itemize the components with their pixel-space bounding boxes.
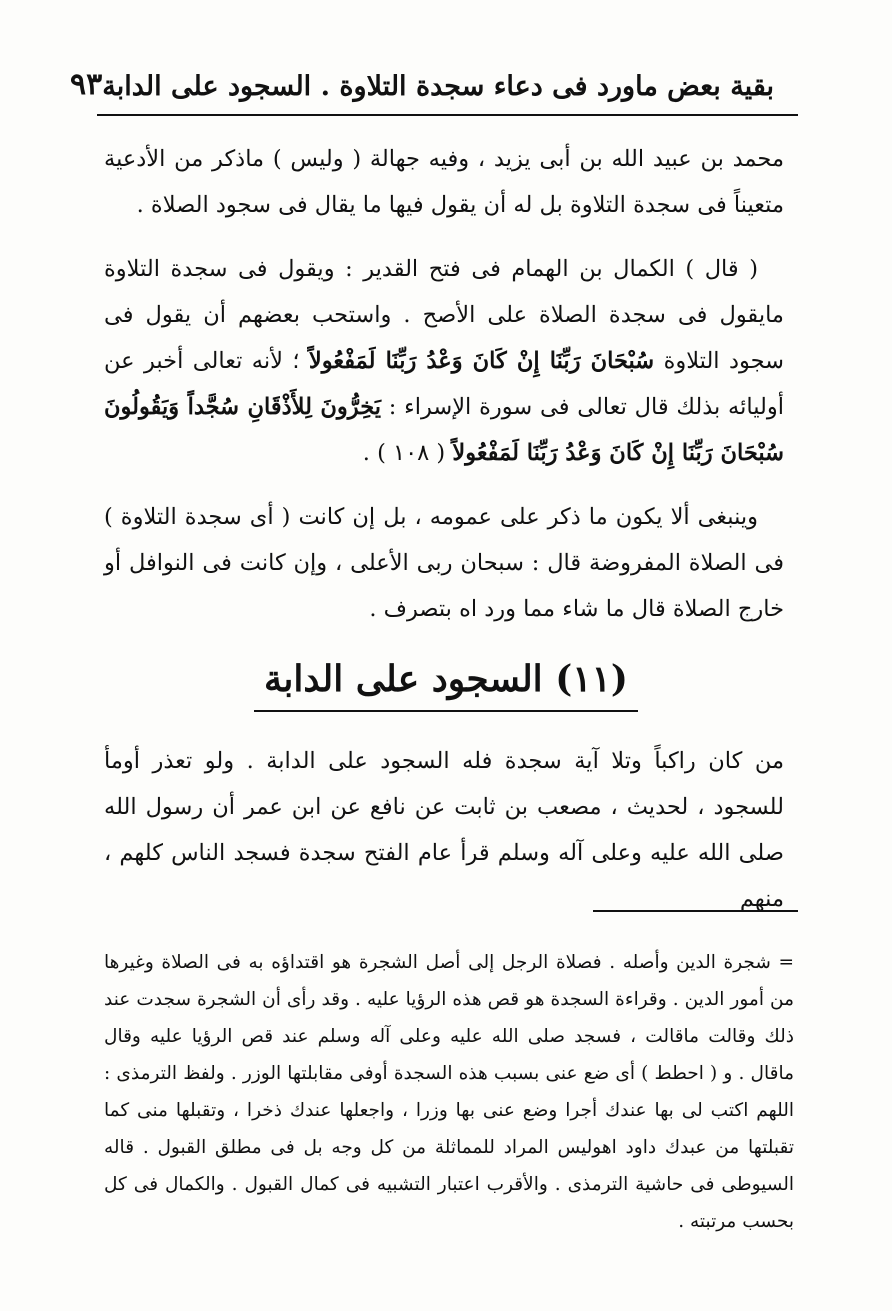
paragraph-1: محمد بن عبيد الله بن أبى يزيد ، وفيه جهالة ( وليس ) ماذكر من الأدعية متعيناً فى سجدة التلاوة بل له أن يقول فيها ما يقال فى سجود الصلاة . [104, 146, 784, 218]
header-rule [97, 114, 798, 116]
running-header [69, 54, 774, 102]
paragraph-2-text-a: ( قال ) الكمال بن الهمام فى فتح القدير : ويقول فى سجدة التلاوة مايقول فى سجدة الصلاة على الأصح . واستحب بعضهم أن يقول فى سجود التلاوة [104, 256, 784, 374]
section-heading-wrap [0, 658, 892, 712]
page-number: ٩٣ [69, 67, 103, 102]
section-text [104, 738, 784, 922]
footnote-text: = شجرة الدين وأصله . فصلاة الرجل إلى أصل الشجرة هو اقتداؤه به فى الصلاة وغيرها من أمور الدين . وقراءة السجدة هو قص هذه الرؤيا عليه . وقد رأى أن الشجرة سجدت عند ذلك وقالت ماقالت ، فسجد صلى الله عليه وعلى آله وسلم عند قص الرؤيا عليه وقال ماقال . و ( احطط ) أى ضع عنى بسبب هذه السجدة أوفى مقابلتها الوزر . ولفظ الترمذى : اللهم اكتب لى بها عندك أجرا وضع عنى بها وزرا ، واجعلها عندك ذخرا ، وتقبلها منى كما تقبلتها من عبدك داود اهوليس المراد للمماثلة من كل وجه بل فى مطلق القبول . قاله السيوطى فى حاشية الترمذى . والأقرب اعتبار التشبيه فى كمال القبول . والكمال فى كل بحسب مرتبته . [104, 952, 794, 1232]
section-heading: (١١) السجود على الدابة [254, 658, 638, 712]
quran-verse-2: يَخِرُّونَ لِلأَذْقَانِ سُجَّداً وَيَقُولُونَ سُبْحَانَ رَبِّنَا إِنْ كَانَ وَعْدُ رَبِّنَا لَمَفْعُولاً [104, 394, 784, 466]
verse-reference: ( ١٠٨ ) . [362, 440, 446, 466]
paragraph-3: وينبغى ألا يكون ما ذكر على عمومه ، بل إن كانت ( أى سجدة التلاوة ) فى الصلاة المفروضة قال : سبحان ربى الأعلى ، وإن كانت فى النوافل أو خارج الصلاة قال ما شاء مما ورد اه بتصرف . [104, 504, 784, 622]
footnote-separator [593, 910, 798, 912]
section-paragraph-1: من كان راكباً وتلا آية سجدة فله السجود على الدابة . ولو تعذر أومأ للسجود ، لحديث ، مصعب بن ثابت عن نافع عن ابن عمر أن رسول الله صلى الله عليه وعلى آله وسلم قرأ عام الفتح سجدة فسجد الناس كلهم ، منهم [104, 748, 784, 912]
main-text [104, 136, 784, 650]
footnote [104, 944, 794, 1240]
paragraph-2-text-b: ؛ لأنه تعالى أخبر عن أوليائه بذلك قال تعالى فى سورة الإسراء : [104, 348, 784, 420]
running-header-title: بقية بعض ماورد فى دعاء سجدة التلاوة . السجود على الدابة [102, 71, 774, 102]
quran-verse-1: سُبْحَانَ رَبِّنَا إِنْ كَانَ وَعْدُ رَبِّنَا لَمَفْعُولاً [308, 348, 655, 374]
paragraph-2 [104, 246, 784, 476]
